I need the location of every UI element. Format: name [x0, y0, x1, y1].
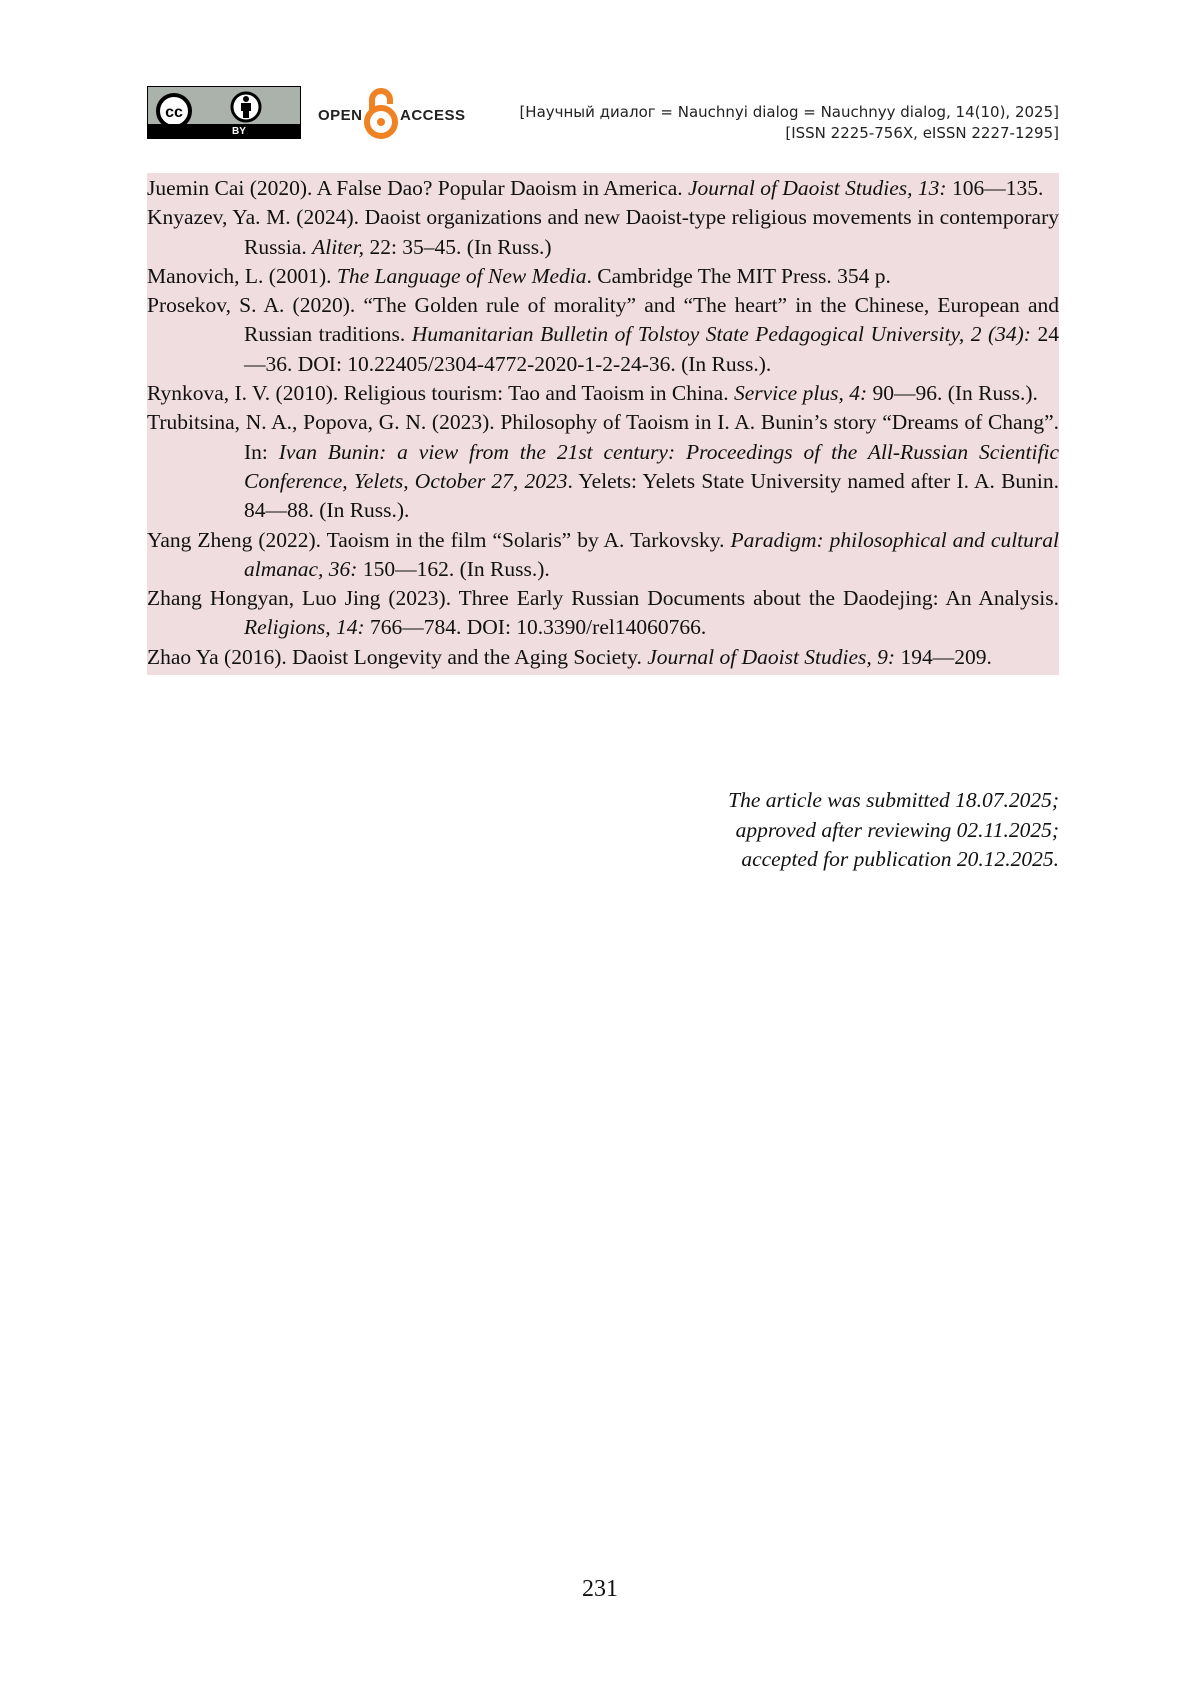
reference-item: Yang Zheng (2022). Taoism in the film “Solaris” by A. Tarkovsky. Paradigm: philosophical and cultural almanac, 36: 150—162. (In Russ.). [147, 527, 1059, 581]
cc-license-icon [148, 87, 302, 127]
journal-issn-line: [ISSN 2225-756X, eISSN 2227-1295] [785, 124, 1059, 142]
svg-text:cc: cc [165, 104, 183, 121]
reference-item: Knyazev, Ya. M. (2024). Daoist organizations and new Daoist-type religious movements in contemporary Russia. Aliter, 22: 35–45. (In Russ.) [147, 205, 1059, 259]
open-access-word-access: ACCESS [400, 107, 466, 124]
article-dates [728, 786, 1059, 875]
reference-item: Prosekov, S. A. (2020). “The Golden rule of morality” and “The heart” in the Chinese, European and Russian traditions. Humanitarian Bulletin of Tolstoy State Pedagogical University, 2 (34): 24—36. DOI: 10.22405/2304-4772-2020-1-2-24-36. (In Russ.). [147, 293, 1060, 376]
journal-citation-line: [Научный диалог = Nauchnyi dialog = Nauchnyy dialog, 14(10), 2025] [519, 103, 1059, 121]
open-access-logo [318, 86, 468, 140]
page-header [147, 86, 1059, 142]
reference-item: Juemin Cai (2020). A False Dao? Popular Daoism in America. Journal of Daoist Studies, 13: 106—135. [147, 176, 1044, 200]
accepted-date: accepted for publication 20.12.2025. [741, 847, 1059, 871]
reference-item: Zhao Ya (2016). Daoist Longevity and the Aging Society. Journal of Daoist Studies, 9: 194—209. [147, 644, 992, 669]
approved-date: approved after reviewing 02.11.2025; [735, 817, 1059, 842]
reference-item: Rynkova, I. V. (2010). Religious tourism: Tao and Taoism in China. Service plus, 4: 90—96. (In Russ.). [147, 381, 1038, 406]
reference-item: Trubitsina, N. A., Popova, G. N. (2023). Philosophy of Taoism in I. A. Bunin’s story “Dreams of Chang”. In: Ivan Bunin: a view from the 21st century: Proceedings of the All-Russian Scientific Conference, Yelets, October 27, 2023. Yelets: Yelets State University named after I. A. Bunin. 84—88. (In Russ.). [147, 410, 1060, 523]
license-by-label: BY [232, 126, 246, 137]
reference-item: Zhang Hongyan, Luo Jing (2023). Three Early Russian Documents about the Daodejing: An Analysis. Religions, 14: 766—784. DOI: 10.3390/rel14060766. [147, 586, 1059, 640]
open-lock-icon [363, 86, 399, 140]
cc-by-license-badge [147, 86, 301, 139]
page-number: 231 [582, 1576, 618, 1602]
reference-item: Manovich, L. (2001). The Language of New Media. Cambridge The MIT Press. 354 p. [147, 263, 891, 288]
reference-list [147, 173, 1059, 675]
open-access-word-open: OPEN [318, 107, 363, 124]
submitted-date: The article was submitted 18.07.2025; [728, 788, 1059, 812]
